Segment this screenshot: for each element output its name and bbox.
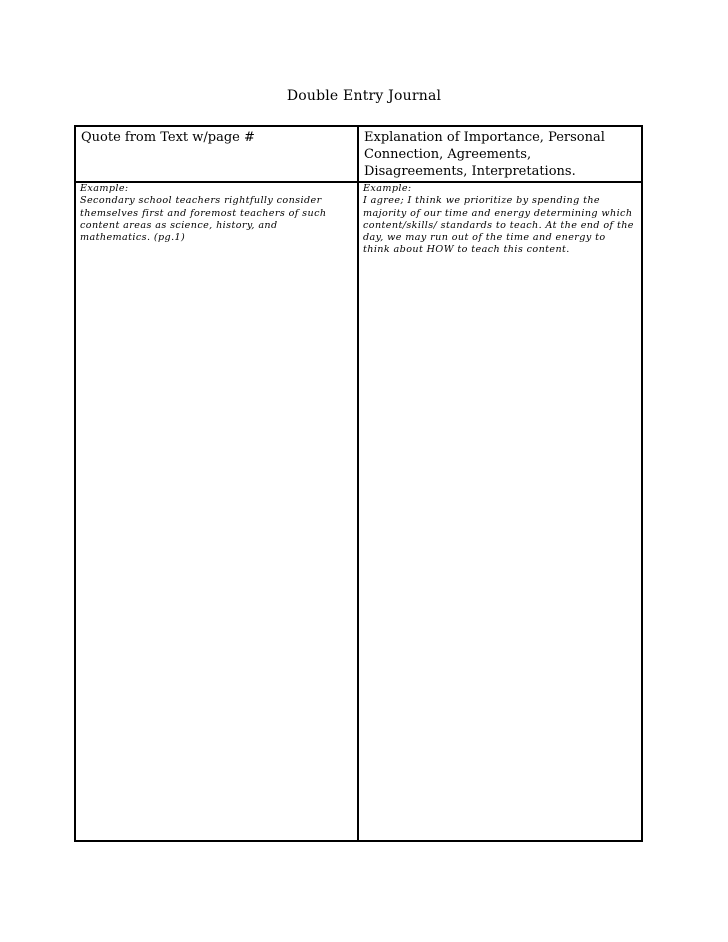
header-explanation: Explanation of Importance, Personal Connection, Agreements, Disagreements, Interpretations.: [359, 127, 641, 183]
document-title: Double Entry Journal: [286, 88, 442, 104]
explanation-example-label: Example:: [363, 183, 412, 194]
quote-example-text: Secondary school teachers rightfully consider themselves first and foremost teachers of such content areas as science, history, and mathematics. (pg.1): [80, 195, 327, 244]
header-quote: Quote from Text w/page #: [76, 127, 359, 183]
quote-cell: [76, 183, 359, 840]
explanation-cell: [359, 183, 641, 840]
quote-example-label: Example:: [80, 183, 129, 194]
explanation-example-text: I agree; I think we prioritize by spending the majority of our time and energy determining which content/skills/ standards to teach. At the end of the day, we may run out of the time and energy to think about HOW to teach this content.: [363, 195, 634, 256]
journal-table: [74, 125, 643, 842]
